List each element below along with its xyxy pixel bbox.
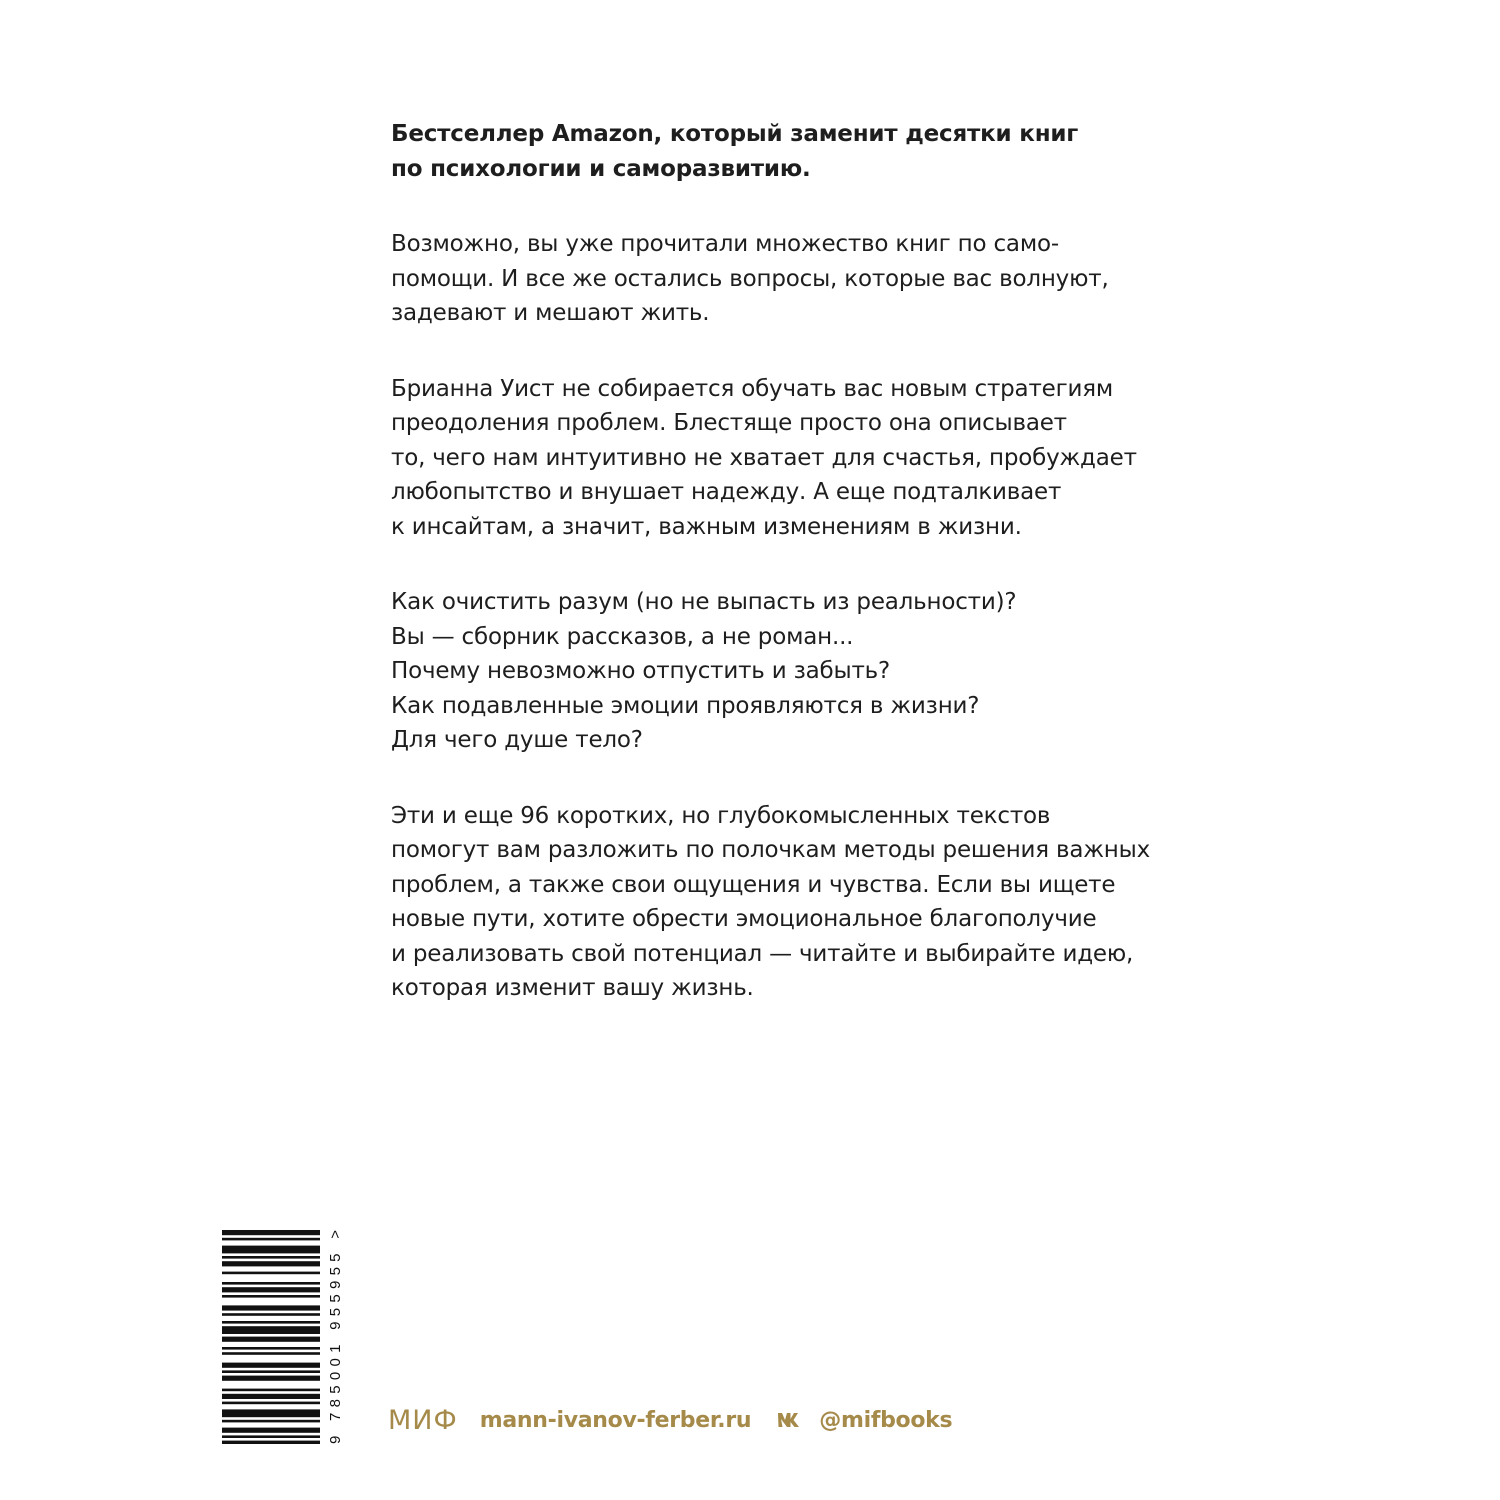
question-line: Почему невозможно отпустить и забыть? <box>391 658 891 684</box>
text-line: Эти и еще 96 коротких, но глубокомысленных текстов <box>391 802 1051 829</box>
barcode-bar <box>222 1305 320 1310</box>
text-line: Возможно, вы уже прочитали множество книг по само- <box>391 231 1059 257</box>
barcode-bar <box>222 1441 320 1444</box>
publisher-footer <box>388 1400 952 1440</box>
lead-line: по психологии и саморазвитию. <box>391 155 811 182</box>
barcode-bar <box>222 1321 320 1324</box>
barcode-bar <box>222 1435 320 1438</box>
author-paragraph <box>391 372 1191 545</box>
isbn-barcode <box>222 1228 346 1446</box>
barcode-bar <box>222 1256 320 1259</box>
text-line: помощи. И все же остались вопросы, которые вас волнуют, <box>391 265 1109 292</box>
social-handle[interactable]: @mifbooks <box>819 1407 953 1433</box>
text-line: к инсайтам, а значит, важным изменениям в жизни. <box>391 513 1022 540</box>
text-line: то, чего нам интуитивно не хватает для счастья, пробуждает <box>391 444 1137 471</box>
barcode-bar <box>222 1347 320 1350</box>
question-line: Как очистить разум (но не выпасть из реальности)? <box>391 589 1017 615</box>
barcode-bar <box>222 1389 320 1392</box>
barcode-bar <box>222 1428 320 1433</box>
barcode-bar <box>222 1337 320 1342</box>
barcode-digits: 9 785001 955955 > <box>327 1230 344 1444</box>
text-line: и реализовать свой потенциал — читайте и выбирайте идею, <box>391 940 1134 967</box>
barcode-bar <box>222 1352 320 1355</box>
publisher-website-link[interactable]: mann-ivanov-ferber.ru <box>479 1407 752 1433</box>
text-line: Брианна Уист не собирается обучать вас новым стратегиям <box>391 375 1114 402</box>
barcode-bar <box>222 1420 320 1423</box>
barcode-bar <box>222 1230 320 1235</box>
barcode-bar <box>222 1295 320 1298</box>
lead-paragraph <box>391 117 1191 186</box>
barcode-bar <box>222 1287 320 1292</box>
barcode-bar <box>222 1402 320 1405</box>
questions-list <box>391 585 1191 758</box>
text-line: новые пути, хотите обрести эмоциональное благополучие <box>391 906 1097 932</box>
question-line: Вы — сборник рассказов, а не роман... <box>391 623 854 650</box>
barcode-bar <box>222 1370 320 1373</box>
text-line: которая изменит вашу жизнь. <box>391 975 754 1001</box>
lead-line: Бестселлер Amazon, который заменит десятки книг <box>391 121 1079 147</box>
barcode-bar <box>222 1376 320 1381</box>
text-line: помогут вам разложить по полочкам методы решения важных <box>391 837 1151 863</box>
text-line: преодоления проблем. Блестяще просто она описывает <box>391 410 1067 436</box>
question-line: Для чего душе тело? <box>391 727 643 753</box>
intro-paragraph <box>391 227 1191 331</box>
barcode-bar <box>222 1326 320 1334</box>
text-line: проблем, а также свои ощущения и чувства. Если вы ищете <box>391 871 1116 898</box>
barcode-bar <box>222 1238 320 1241</box>
back-cover-text <box>391 117 1191 1006</box>
barcode-bar <box>222 1261 320 1266</box>
barcode-bar <box>222 1246 320 1254</box>
text-line: любопытство и внушает надежду. А еще подталкивает <box>391 479 1062 505</box>
barcode-bar <box>222 1282 320 1285</box>
question-line: Как подавленные эмоции проявляются в жизни? <box>391 692 980 719</box>
publisher-logo: МИФ <box>388 1404 458 1436</box>
barcode-graphic <box>222 1228 346 1446</box>
barcode-bar <box>222 1394 320 1399</box>
barcode-bar <box>222 1313 320 1316</box>
barcode-bar <box>222 1363 320 1368</box>
text-line: задевают и мешают жить. <box>391 300 710 326</box>
vk-icon[interactable] <box>777 1411 803 1429</box>
barcode-bar <box>222 1409 320 1417</box>
barcode-bar <box>222 1272 320 1275</box>
closing-paragraph <box>391 799 1191 1006</box>
